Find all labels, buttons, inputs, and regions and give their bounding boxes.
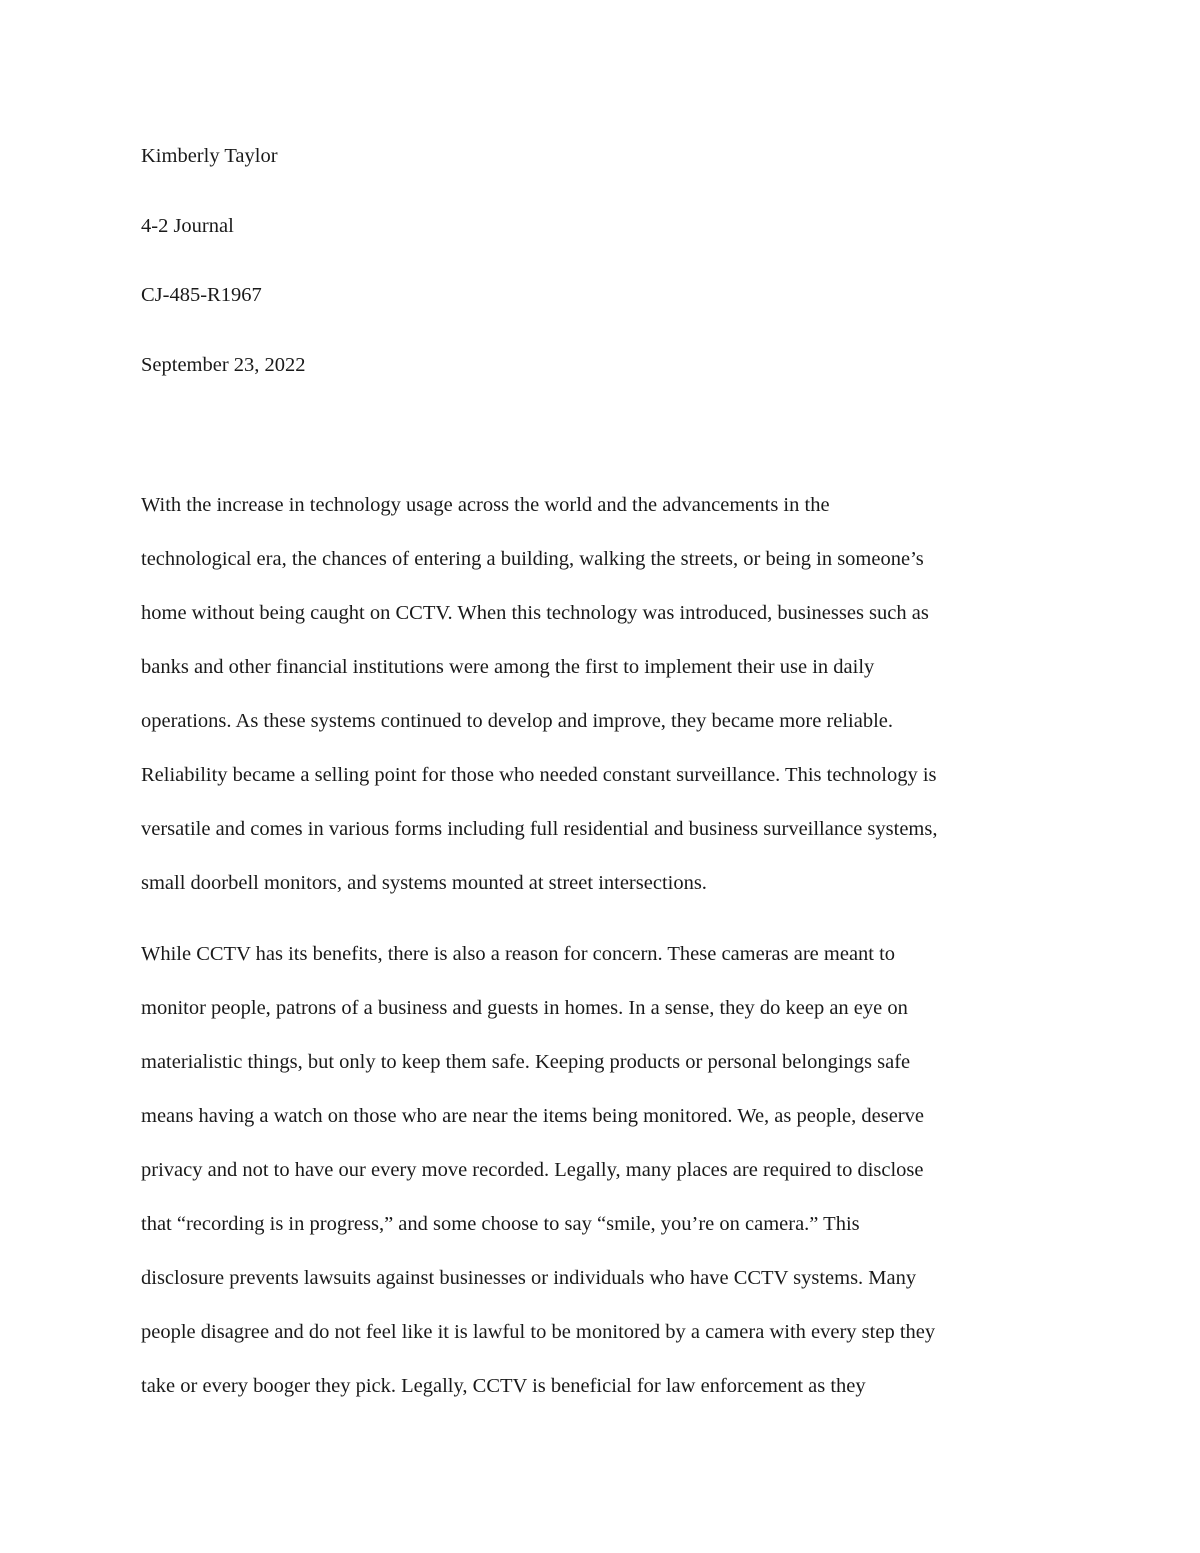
paragraph-2-line-4: means having a watch on those who are near the items being monitored. We, as people, deserve	[141, 1105, 924, 1127]
paragraph-2-line-8: people disagree and do not feel like it is lawful to be monitored by a camera with every step they	[141, 1321, 936, 1343]
paragraph-1-line-1: With the increase in technology usage across the world and the advancements in the	[141, 494, 830, 516]
paragraph-1-line-5: operations. As these systems continued to develop and improve, they became more reliable.	[141, 710, 894, 732]
paragraph-1-line-4: banks and other financial institutions were among the first to implement their use in daily	[141, 656, 875, 678]
assignment-title: 4-2 Journal	[141, 215, 234, 237]
paragraph-2-line-6: that “recording is in progress,” and some choose to say “smile, you’re on camera.” This	[141, 1213, 860, 1235]
paragraph-1-line-7: versatile and comes in various forms including full residential and business surveillance systems,	[141, 818, 938, 840]
paragraph-1-line-2: technological era, the chances of entering a building, walking the streets, or being in someone’s	[141, 548, 924, 570]
paragraph-1-line-8: small doorbell monitors, and systems mounted at street intersections.	[141, 872, 707, 894]
course-code: CJ-485-R1967	[141, 284, 262, 306]
paragraph-2-line-5: privacy and not to have our every move recorded. Legally, many places are required to disclose	[141, 1159, 924, 1181]
submission-date: September 23, 2022	[141, 354, 306, 376]
paragraph-2-line-2: monitor people, patrons of a business and guests in homes. In a sense, they do keep an eye on	[141, 997, 908, 1019]
paragraph-1-line-3: home without being caught on CCTV. When this technology was introduced, businesses such as	[141, 602, 929, 624]
paragraph-2-line-7: disclosure prevents lawsuits against businesses or individuals who have CCTV systems. Many	[141, 1267, 917, 1289]
paragraph-1-line-6: Reliability became a selling point for those who needed constant surveillance. This technology is	[141, 764, 937, 786]
paragraph-2-line-1: While CCTV has its benefits, there is also a reason for concern. These cameras are meant to	[141, 943, 896, 965]
paragraph-2-line-3: materialistic things, but only to keep them safe. Keeping products or personal belongings safe	[141, 1051, 911, 1073]
paragraph-2-line-9: take or every booger they pick. Legally, CCTV is beneficial for law enforcement as they	[141, 1375, 866, 1397]
author-name: Kimberly Taylor	[141, 145, 278, 167]
